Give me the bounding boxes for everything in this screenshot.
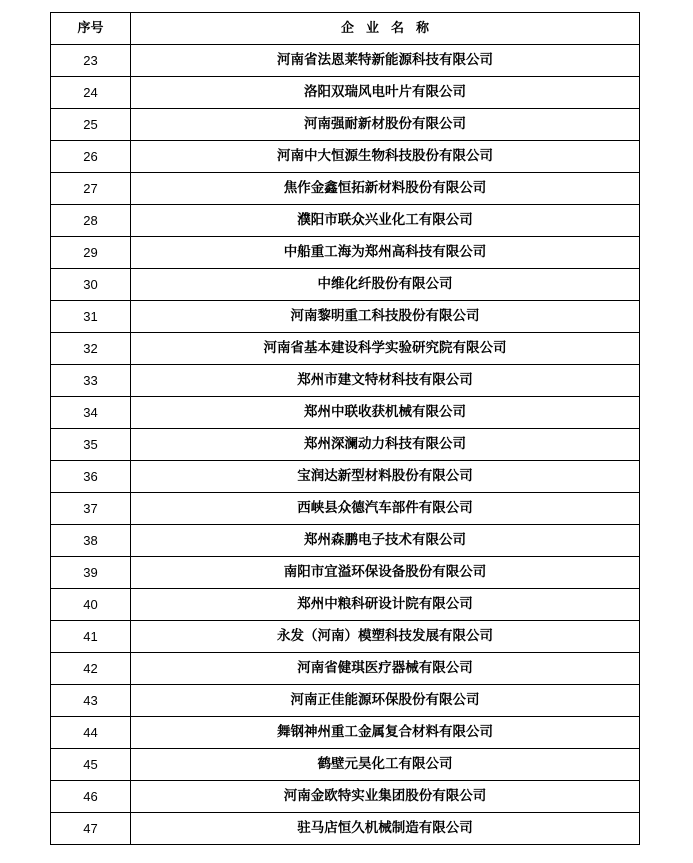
- table-body: [51, 45, 640, 845]
- table-row: [51, 589, 640, 621]
- company-name-cell: 河南省基本建设科学实验研究院有限公司: [131, 333, 640, 365]
- company-name-cell: 洛阳双瑞风电叶片有限公司: [131, 77, 640, 109]
- table-row: [51, 813, 640, 845]
- company-name-cell: 驻马店恒久机械制造有限公司: [131, 813, 640, 845]
- company-name-cell: 郑州中粮科研设计院有限公司: [131, 589, 640, 621]
- company-name-cell: 永发（河南）模塑科技发展有限公司: [131, 621, 640, 653]
- row-index-cell: 44: [51, 717, 131, 749]
- table-row: [51, 269, 640, 301]
- table-row: [51, 301, 640, 333]
- table-row: [51, 77, 640, 109]
- table-row: [51, 525, 640, 557]
- row-index-cell: 29: [51, 237, 131, 269]
- company-name-cell: 南阳市宜溢环保设备股份有限公司: [131, 557, 640, 589]
- table-row: [51, 173, 640, 205]
- row-index-cell: 25: [51, 109, 131, 141]
- row-index-cell: 46: [51, 781, 131, 813]
- table-row: [51, 333, 640, 365]
- row-index-cell: 33: [51, 365, 131, 397]
- company-name-cell: 宝润达新型材料股份有限公司: [131, 461, 640, 493]
- company-name-cell: 西峡县众德汽车部件有限公司: [131, 493, 640, 525]
- row-index-cell: 36: [51, 461, 131, 493]
- row-index-cell: 47: [51, 813, 131, 845]
- table-row: [51, 45, 640, 77]
- company-name-cell: 河南黎明重工科技股份有限公司: [131, 301, 640, 333]
- table-row: [51, 749, 640, 781]
- table-row: [51, 429, 640, 461]
- company-name-cell: 舞钢神州重工金属复合材料有限公司: [131, 717, 640, 749]
- table-row: [51, 717, 640, 749]
- table-row: [51, 557, 640, 589]
- row-index-cell: 31: [51, 301, 131, 333]
- header-company-name: 企业名称: [131, 13, 640, 45]
- company-name-cell: 郑州深澜动力科技有限公司: [131, 429, 640, 461]
- company-name-cell: 河南正佳能源环保股份有限公司: [131, 685, 640, 717]
- row-index-cell: 34: [51, 397, 131, 429]
- row-index-cell: 42: [51, 653, 131, 685]
- company-name-cell: 中维化纤股份有限公司: [131, 269, 640, 301]
- header-index: 序号: [51, 13, 131, 45]
- company-table: [50, 12, 640, 845]
- table-row: [51, 685, 640, 717]
- company-name-cell: 焦作金鑫恒拓新材料股份有限公司: [131, 173, 640, 205]
- company-name-cell: 濮阳市联众兴业化工有限公司: [131, 205, 640, 237]
- table-row: [51, 621, 640, 653]
- company-name-cell: 郑州森鹏电子技术有限公司: [131, 525, 640, 557]
- table-row: [51, 237, 640, 269]
- company-name-cell: 鹤壁元昊化工有限公司: [131, 749, 640, 781]
- table-row: [51, 493, 640, 525]
- table-header: [51, 13, 640, 45]
- table-row: [51, 109, 640, 141]
- table-row: [51, 205, 640, 237]
- row-index-cell: 45: [51, 749, 131, 781]
- company-name-cell: 河南金欧特实业集团股份有限公司: [131, 781, 640, 813]
- row-index-cell: 38: [51, 525, 131, 557]
- row-index-cell: 40: [51, 589, 131, 621]
- row-index-cell: 43: [51, 685, 131, 717]
- company-name-cell: 河南省法恩莱特新能源科技有限公司: [131, 45, 640, 77]
- table-row: [51, 781, 640, 813]
- company-name-cell: 郑州市建文特材科技有限公司: [131, 365, 640, 397]
- table-row: [51, 365, 640, 397]
- row-index-cell: 23: [51, 45, 131, 77]
- table-row: [51, 141, 640, 173]
- table-row: [51, 653, 640, 685]
- row-index-cell: 35: [51, 429, 131, 461]
- row-index-cell: 24: [51, 77, 131, 109]
- row-index-cell: 39: [51, 557, 131, 589]
- row-index-cell: 30: [51, 269, 131, 301]
- company-name-cell: 中船重工海为郑州高科技有限公司: [131, 237, 640, 269]
- row-index-cell: 27: [51, 173, 131, 205]
- table-row: [51, 461, 640, 493]
- row-index-cell: 37: [51, 493, 131, 525]
- company-name-cell: 河南中大恒源生物科技股份有限公司: [131, 141, 640, 173]
- company-name-cell: 郑州中联收获机械有限公司: [131, 397, 640, 429]
- row-index-cell: 41: [51, 621, 131, 653]
- row-index-cell: 28: [51, 205, 131, 237]
- table-row: [51, 397, 640, 429]
- row-index-cell: 26: [51, 141, 131, 173]
- company-name-cell: 河南省健琪医疗器械有限公司: [131, 653, 640, 685]
- company-name-cell: 河南强耐新材股份有限公司: [131, 109, 640, 141]
- row-index-cell: 32: [51, 333, 131, 365]
- header-row: [51, 13, 640, 45]
